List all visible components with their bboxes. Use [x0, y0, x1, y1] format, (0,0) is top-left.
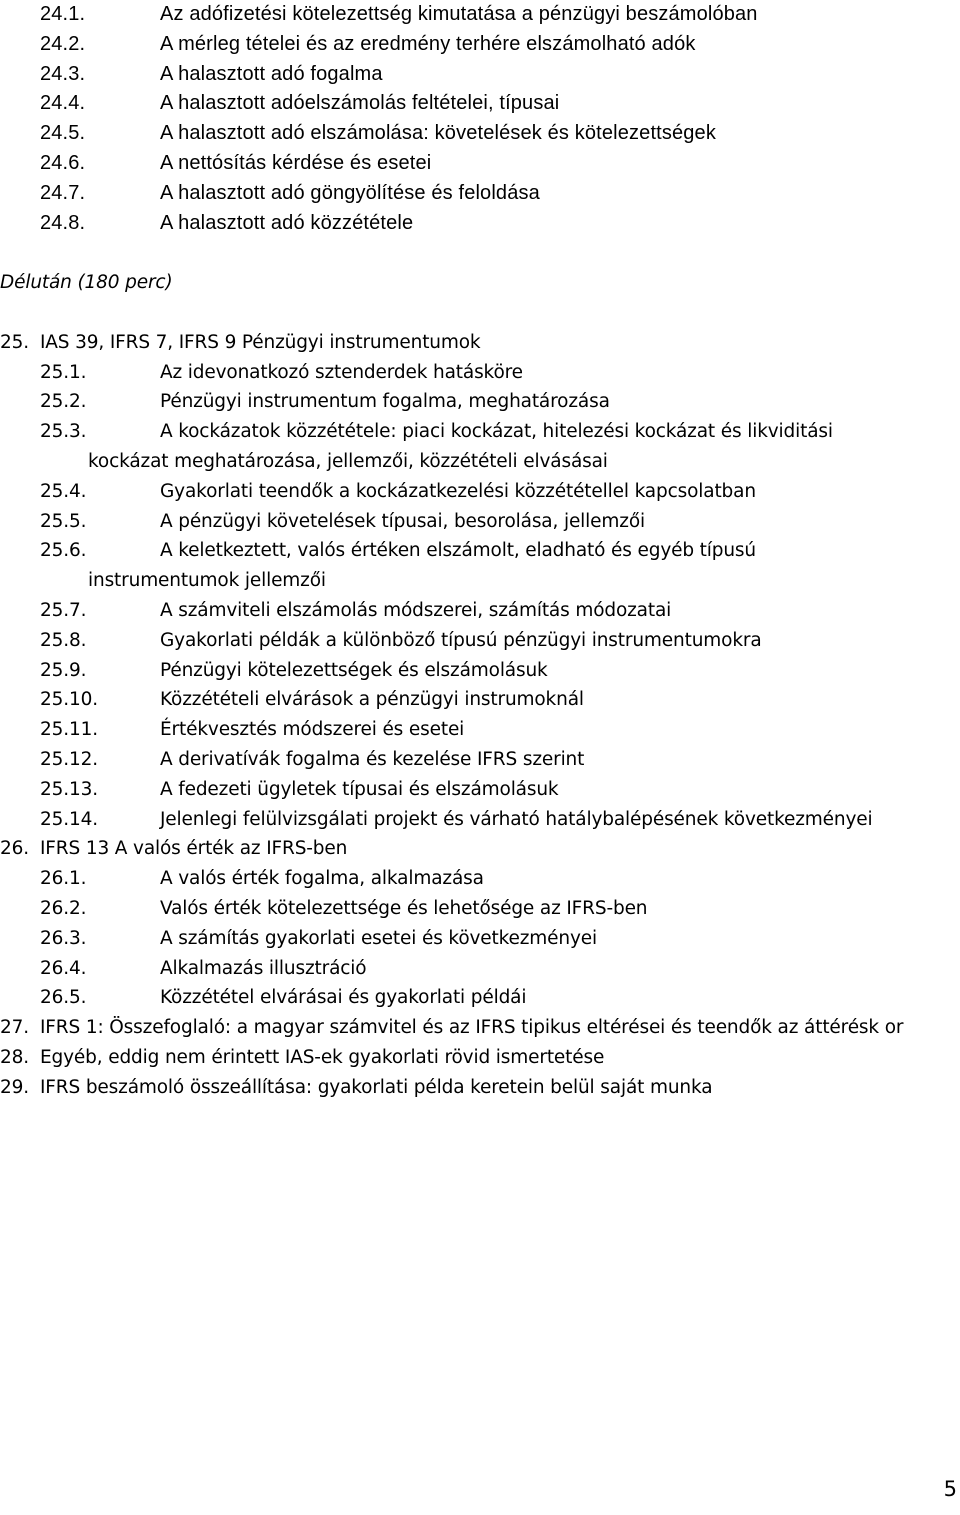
item-text: Gyakorlati teendők a kockázatkezelési közzététellel kapcsolatban	[160, 480, 756, 502]
item-number: 25.14.	[40, 808, 98, 830]
list-item	[0, 387, 960, 417]
list-item	[0, 983, 960, 1013]
item-number: 25.1.	[40, 361, 87, 383]
item-number: 26.4.	[40, 957, 87, 979]
item-number: 24.2.	[40, 32, 86, 55]
item-text: A nettósítás kérdése és esetei	[160, 151, 432, 174]
item-number: 26.5.	[40, 987, 87, 1009]
item-text-continued: kockázat meghatározása, jellemzői, közzétételi elvásásai	[88, 450, 608, 472]
item-number: 24.5.	[40, 122, 86, 145]
item-number: 25.9.	[40, 659, 87, 681]
list-item	[0, 864, 960, 894]
item-text: A fedezeti ügyletek típusai és elszámolásuk	[160, 778, 559, 800]
list-item	[0, 626, 960, 656]
item-text: Gyakorlati példák a különböző típusú pénzügyi instrumentumokra	[160, 629, 762, 651]
item-text: A pénzügyi követelések típusai, besorolása, jellemzői	[160, 510, 645, 532]
section-title: Egyéb, eddig nem érintett IAS-ek gyakorlati rövid ismertetése	[40, 1046, 605, 1068]
section-heading	[0, 1013, 960, 1043]
item-text: Értékvesztés módszerei és esetei	[160, 719, 465, 741]
item-text: A halasztott adóelszámolás feltételei, típusai	[160, 92, 560, 115]
section-number: 29.	[0, 1076, 29, 1098]
list-item	[0, 477, 960, 507]
list-item	[0, 149, 960, 179]
afternoon-heading	[0, 268, 960, 298]
item-number: 25.13.	[40, 778, 98, 800]
list-item-continuation	[0, 447, 960, 477]
section-title: IFRS 1: Összefoglaló: a magyar számvitel és az IFRS tipikus eltérései és teendők az áttérésk or	[40, 1017, 904, 1039]
item-number: 25.3.	[40, 421, 87, 443]
list-item	[0, 89, 960, 119]
item-text: Az adófizetési kötelezettség kimutatása a pénzügyi beszámolóban	[160, 3, 758, 25]
list-item	[0, 209, 960, 239]
item-text-continued: instrumentumok jellemzői	[88, 570, 326, 592]
item-text: Valós érték kötelezettsége és lehetősége az IFRS-ben	[160, 897, 648, 919]
section-number: 26.	[0, 838, 29, 860]
list-item	[0, 745, 960, 775]
list-item	[0, 60, 960, 90]
page-number: 5	[943, 1477, 957, 1501]
item-text: A számítás gyakorlati esetei és következményei	[160, 927, 598, 949]
section-heading	[0, 1043, 960, 1073]
item-number: 25.5.	[40, 510, 87, 532]
item-text: A halasztott adó göngyölítése és feloldása	[160, 181, 540, 204]
list-item	[0, 0, 960, 30]
item-text: Pénzügyi instrumentum fogalma, meghatározása	[160, 391, 610, 413]
item-number: 24.4.	[40, 92, 86, 115]
section-25	[0, 328, 960, 835]
list-item-continuation	[0, 566, 960, 596]
section-26	[0, 834, 960, 1013]
list-item	[0, 894, 960, 924]
list-item	[0, 596, 960, 626]
item-text: Alkalmazás illusztráció	[160, 957, 367, 979]
item-number: 24.6.	[40, 151, 86, 174]
item-number: 25.8.	[40, 629, 87, 651]
item-number: 24.3.	[40, 62, 86, 85]
item-text: Pénzügyi kötelezettségek és elszámolásuk	[160, 659, 548, 681]
item-number: 25.12.	[40, 748, 98, 770]
item-number: 26.3.	[40, 927, 87, 949]
list-item	[0, 805, 960, 835]
section-heading	[0, 1073, 960, 1103]
list-item	[0, 30, 960, 60]
item-text: Jelenlegi felülvizsgálati projekt és várható hatálybalépésének következményei	[160, 808, 873, 830]
list-item	[0, 358, 960, 388]
item-text: A számviteli elszámolás módszerei, számítás módozatai	[160, 599, 672, 621]
section-heading	[0, 834, 960, 864]
item-text: Közzétételi elvárások a pénzügyi instrumoknál	[160, 689, 584, 711]
item-number: 24.8.	[40, 211, 86, 234]
list-item	[0, 536, 960, 566]
section-number: 27.	[0, 1017, 29, 1039]
section-24-list	[0, 0, 960, 238]
item-text: A keletkeztett, valós értéken elszámolt, eladható és egyéb típusú	[160, 540, 756, 562]
list-item	[0, 775, 960, 805]
item-text: A derivatívák fogalma és kezelése IFRS szerint	[160, 748, 585, 770]
list-item	[0, 954, 960, 984]
item-number: 24.1.	[40, 3, 86, 25]
spacer	[0, 298, 960, 328]
item-number: 25.6.	[40, 540, 87, 562]
item-number: 26.1.	[40, 868, 87, 890]
item-number: 25.10.	[40, 689, 98, 711]
item-text: Az idevonatkozó sztenderdek hatásköre	[160, 361, 523, 383]
item-number: 25.4.	[40, 480, 87, 502]
list-item	[0, 507, 960, 537]
section-title: IAS 39, IFRS 7, IFRS 9 Pénzügyi instrumentumok	[40, 331, 481, 353]
section-title: IFRS beszámoló összeállítása: gyakorlati példa keretein belül saját munka	[40, 1076, 713, 1098]
spacer	[0, 238, 960, 268]
list-item	[0, 179, 960, 209]
afternoon-label: Délután (180 perc)	[0, 272, 173, 294]
section-title: IFRS 13 A valós érték az IFRS-ben	[40, 838, 348, 860]
item-text: Közzététel elvárásai és gyakorlati példái	[160, 987, 527, 1009]
item-number: 26.2.	[40, 897, 87, 919]
item-text: A halasztott adó elszámolása: követelések és kötelezettségek	[160, 122, 716, 145]
list-item	[0, 417, 960, 447]
list-item	[0, 656, 960, 686]
item-text: A valós érték fogalma, alkalmazása	[160, 868, 484, 890]
section-number: 25.	[0, 331, 29, 353]
item-text: A halasztott adó fogalma	[160, 62, 383, 85]
list-item	[0, 924, 960, 954]
item-number: 25.2.	[40, 391, 87, 413]
item-number: 25.7.	[40, 599, 87, 621]
item-number: 25.11.	[40, 719, 98, 741]
section-heading	[0, 328, 960, 358]
list-item	[0, 715, 960, 745]
section-number: 28.	[0, 1046, 29, 1068]
list-item	[0, 685, 960, 715]
item-text: A mérleg tételei és az eredmény terhére elszámolható adók	[160, 32, 696, 55]
item-text: A halasztott adó közzététele	[160, 211, 414, 234]
item-text: A kockázatok közzététele: piaci kockázat, hitelezési kockázat és likviditási	[160, 421, 833, 443]
item-number: 24.7.	[40, 181, 86, 204]
list-item	[0, 119, 960, 149]
